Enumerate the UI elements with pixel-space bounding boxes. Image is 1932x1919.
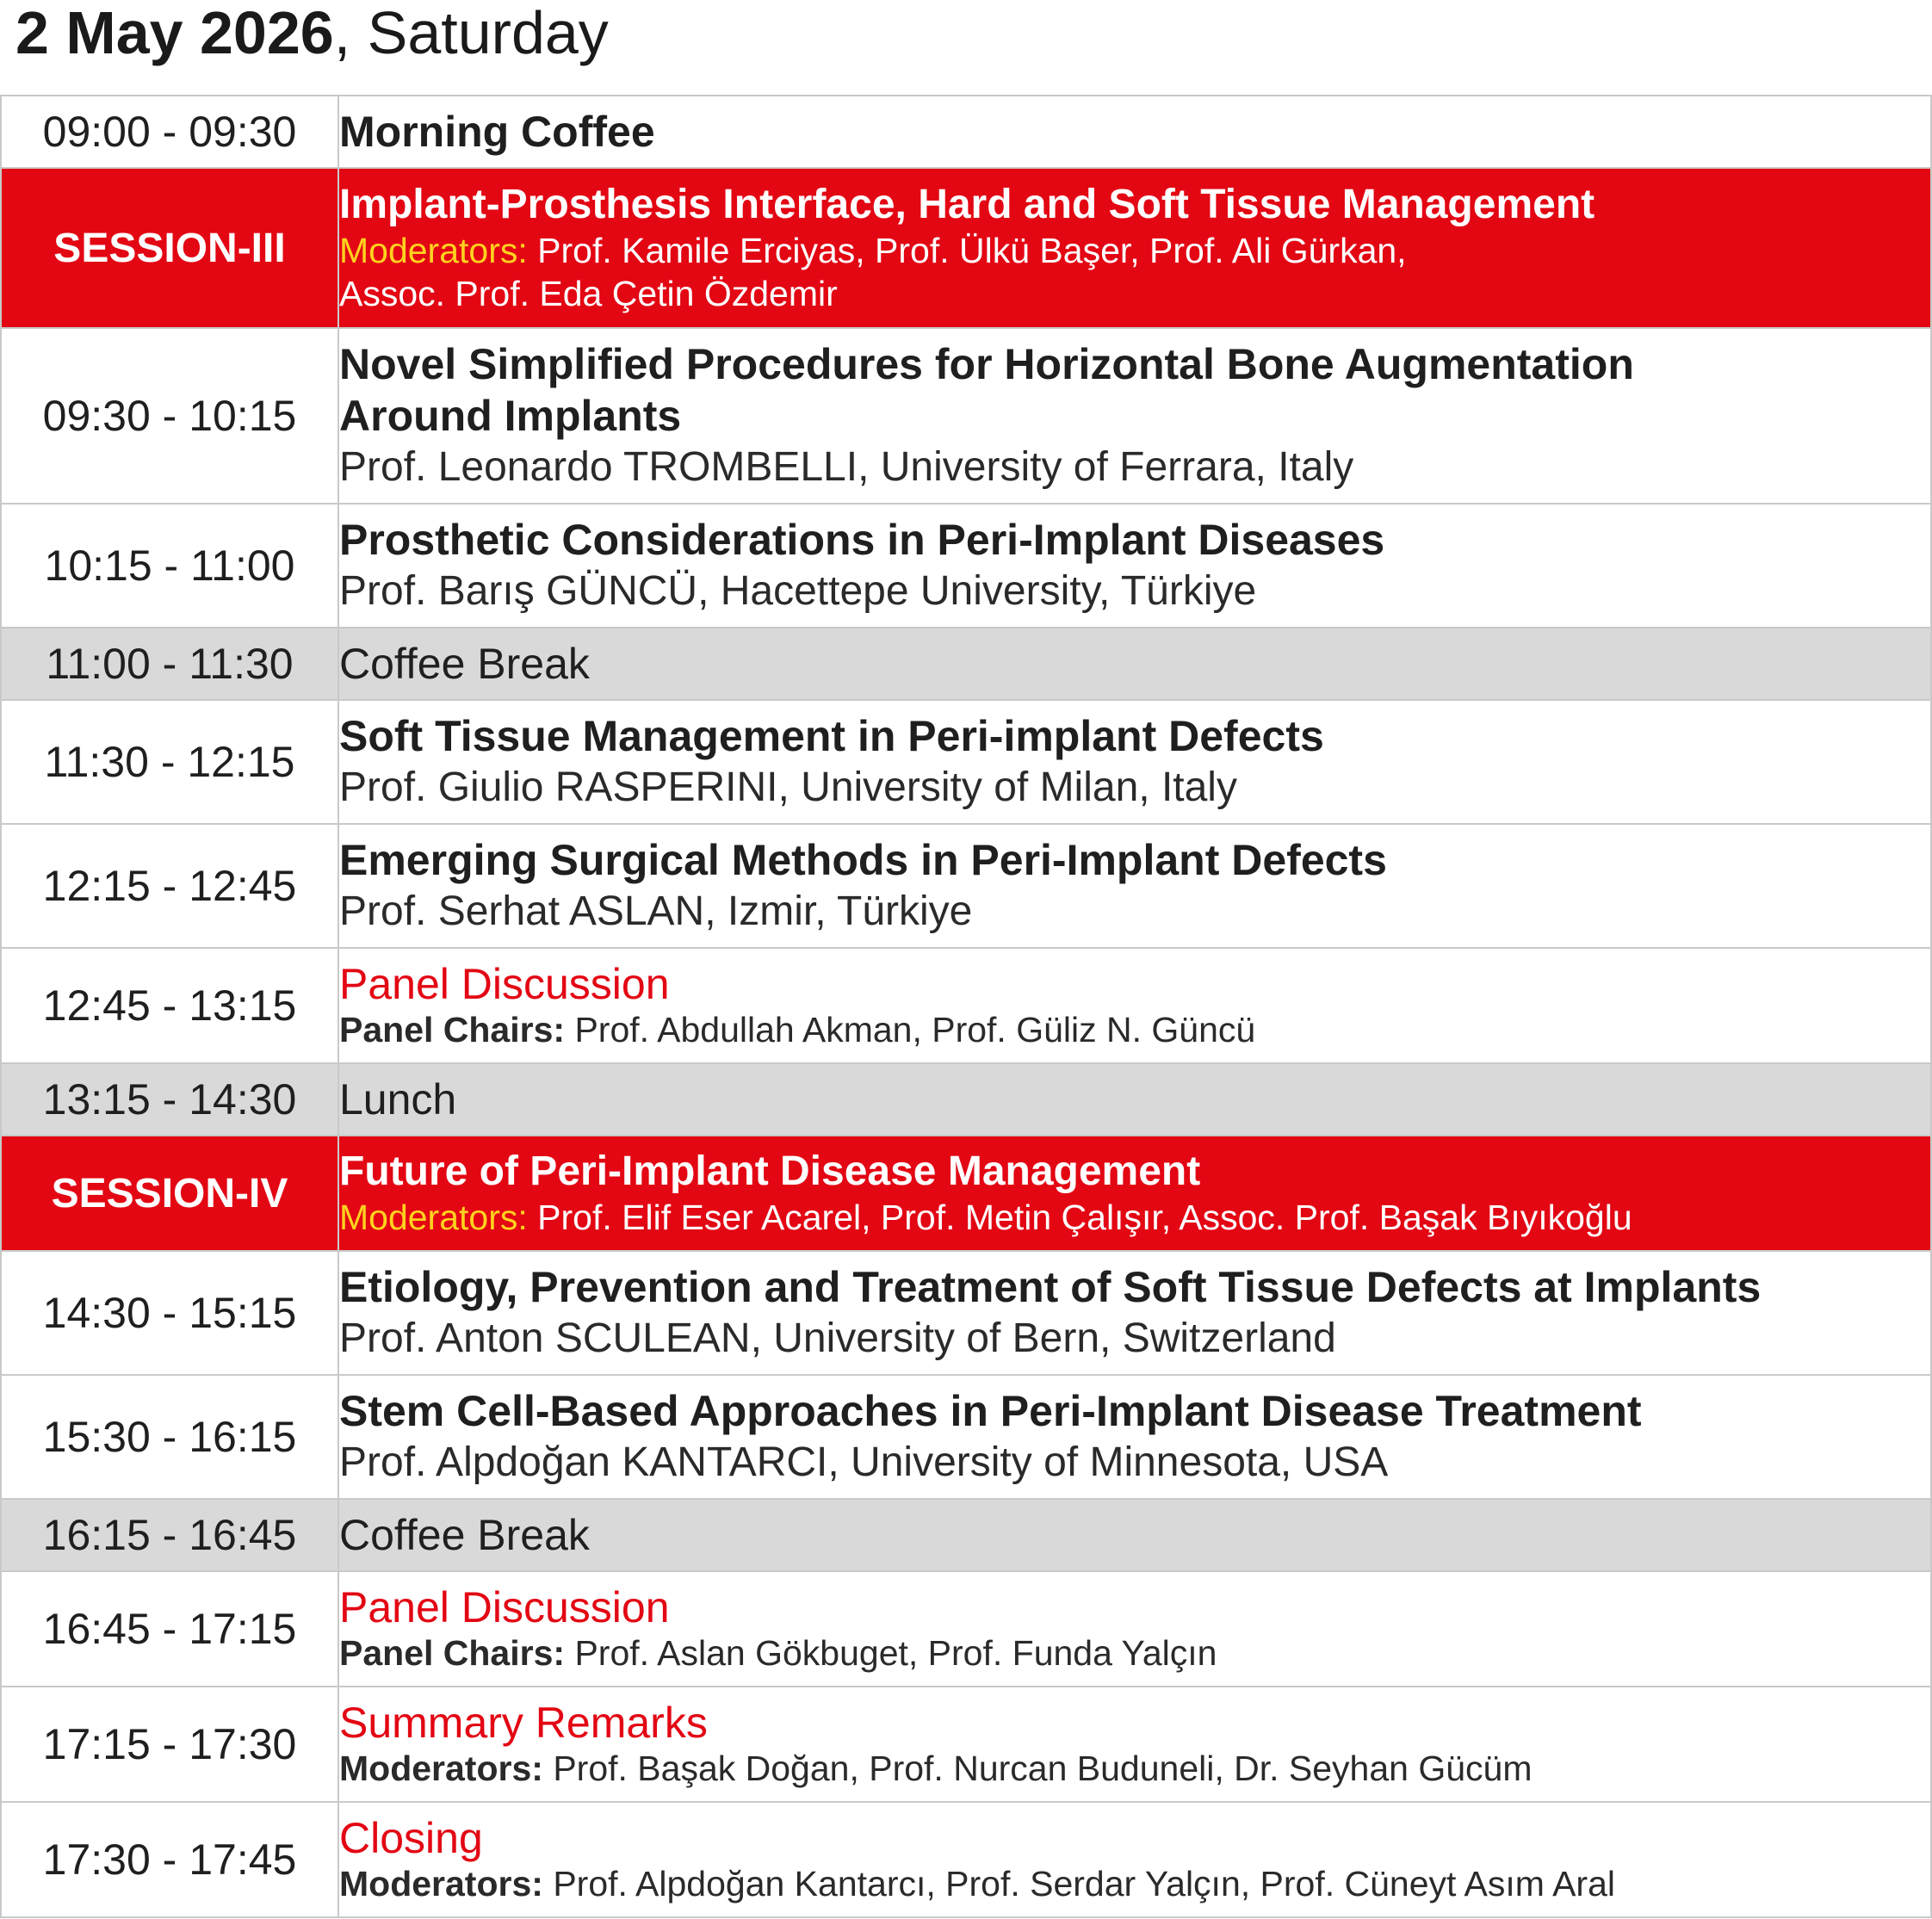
schedule-row (1, 948, 1931, 1063)
moderators-label: Moderators: (339, 1864, 543, 1904)
chairs-label: Panel Chairs: (339, 1633, 566, 1673)
schedule-table (0, 95, 1932, 1918)
session-moderators (339, 1196, 1930, 1239)
schedule-row (1, 700, 1931, 824)
panel-title: Panel Discussion (339, 960, 670, 1008)
session-title: Implant-Prosthesis Interface, Hard and Soft Tissue Management (339, 182, 1595, 227)
content-cell (338, 700, 1931, 824)
content-cell (338, 1375, 1931, 1499)
talk-title: Etiology, Prevention and Treatment of Soft Tissue Defects at Implants (339, 1263, 1762, 1311)
schedule-row (1, 1687, 1931, 1802)
content-cell (338, 1063, 1931, 1136)
panel-chairs (339, 1008, 1930, 1051)
moderators-label: Moderators: (339, 1749, 543, 1788)
talk-title: Emerging Surgical Methods in Peri-Implant Defects (339, 836, 1387, 884)
day-heading (15, 0, 609, 95)
talk-title: Soft Tissue Management in Peri-implant Defects (339, 712, 1324, 760)
content-cell (338, 628, 1931, 700)
session-row (1, 1136, 1931, 1251)
time-cell: 11:30 - 12:15 (1, 700, 338, 824)
session-title: Future of Peri-Implant Disease Management (339, 1148, 1201, 1194)
schedule-row (1, 1375, 1931, 1499)
speaker: Prof. Alpdoğan KANTARCI, University of Minnesota, USA (339, 1439, 1389, 1485)
moderators-names: Prof. Alpdoğan Kantarcı, Prof. Serdar Yalçın, Prof. Cüneyt Asım Aral (542, 1864, 1615, 1904)
speaker: Prof. Barış GÜNCÜ, Hacettepe University, Türkiye (339, 568, 1257, 614)
moderators-names: Prof. Elif Eser Acarel, Prof. Metin Çalışır, Assoc. Prof. Başak Bıyıkoğlu (527, 1198, 1632, 1237)
panel-chairs (339, 1631, 1930, 1674)
content-cell (338, 1802, 1931, 1917)
time-cell: 13:15 - 14:30 (1, 1063, 338, 1136)
schedule-row (1, 96, 1931, 168)
closing-title: Closing (339, 1814, 483, 1862)
time-cell: 16:15 - 16:45 (1, 1499, 338, 1571)
schedule-row (1, 824, 1931, 948)
chairs-names: Prof. Abdullah Akman, Prof. Güliz N. Güncü (565, 1010, 1256, 1049)
time-cell: 17:15 - 17:30 (1, 1687, 338, 1802)
session-moderators-cont: Assoc. Prof. Eda Çetin Özdemir (339, 274, 838, 313)
speaker: Prof. Serhat ASLAN, Izmir, Türkiye (339, 888, 973, 934)
session-content (338, 168, 1931, 328)
content-cell (338, 504, 1931, 628)
break-row (1, 1063, 1931, 1136)
content-cell (338, 96, 1931, 168)
talk-title-cont: Around Implants (339, 392, 682, 440)
content-cell (338, 1499, 1931, 1571)
schedule-row (1, 504, 1931, 628)
time-cell: 09:30 - 10:15 (1, 328, 338, 504)
content-cell (338, 1251, 1931, 1375)
time-cell: 17:30 - 17:45 (1, 1802, 338, 1917)
heading-date: 2 May 2026 (15, 0, 334, 66)
content-cell (338, 948, 1931, 1063)
moderators-names: Prof. Başak Doğan, Prof. Nurcan Buduneli, Dr. Seyhan Gücüm (542, 1749, 1533, 1788)
chairs-label: Panel Chairs: (339, 1010, 566, 1049)
time-cell: 12:45 - 13:15 (1, 948, 338, 1063)
time-cell: 09:00 - 09:30 (1, 96, 338, 168)
session-row (1, 168, 1931, 328)
time-cell: 10:15 - 11:00 (1, 504, 338, 628)
moderators-label: Moderators: (339, 231, 528, 270)
time-cell: 12:15 - 12:45 (1, 824, 338, 948)
break-row (1, 1499, 1931, 1571)
chairs-names: Prof. Aslan Gökbuget, Prof. Funda Yalçın (565, 1633, 1217, 1673)
time-cell: 16:45 - 17:15 (1, 1571, 338, 1687)
session-label: SESSION-IV (1, 1136, 338, 1251)
session-moderators (339, 229, 1930, 272)
talk-title: Stem Cell-Based Approaches in Peri-Implant Disease Treatment (339, 1387, 1642, 1435)
moderators-names: Prof. Kamile Erciyas, Prof. Ülkü Başer, Prof. Ali Gürkan, (527, 231, 1407, 270)
session-label: SESSION-III (1, 168, 338, 328)
schedule-row (1, 328, 1931, 504)
time-cell: 15:30 - 16:15 (1, 1375, 338, 1499)
content-cell (338, 1687, 1931, 1802)
time-cell: 14:30 - 15:15 (1, 1251, 338, 1375)
time-cell: 11:00 - 11:30 (1, 628, 338, 700)
content-cell (338, 328, 1931, 504)
speaker: Prof. Giulio RASPERINI, University of Milan, Italy (339, 765, 1237, 810)
speaker: Prof. Anton SCULEAN, University of Bern, Switzerland (339, 1315, 1336, 1361)
schedule-row (1, 1571, 1931, 1687)
heading-weekday: , Saturday (333, 0, 609, 66)
content-cell (338, 1571, 1931, 1687)
content-cell (338, 824, 1931, 948)
summary-moderators (339, 1747, 1930, 1790)
talk-title: Novel Simplified Procedures for Horizontal Bone Augmentation (339, 340, 1634, 388)
break-label: Coffee Break (339, 1511, 590, 1559)
schedule-row (1, 1802, 1931, 1917)
panel-title: Panel Discussion (339, 1583, 670, 1631)
talk-title: Prosthetic Considerations in Peri-Implant Diseases (339, 516, 1385, 564)
event-label: Morning Coffee (339, 108, 655, 156)
break-label: Lunch (339, 1075, 457, 1124)
moderators-label: Moderators: (339, 1198, 528, 1237)
closing-moderators (339, 1862, 1930, 1905)
speaker: Prof. Leonardo TROMBELLI, University of Ferrara, Italy (339, 444, 1354, 490)
schedule-row (1, 1251, 1931, 1375)
summary-title: Summary Remarks (339, 1699, 708, 1747)
break-row (1, 628, 1931, 700)
break-label: Coffee Break (339, 640, 590, 688)
session-content (338, 1136, 1931, 1251)
